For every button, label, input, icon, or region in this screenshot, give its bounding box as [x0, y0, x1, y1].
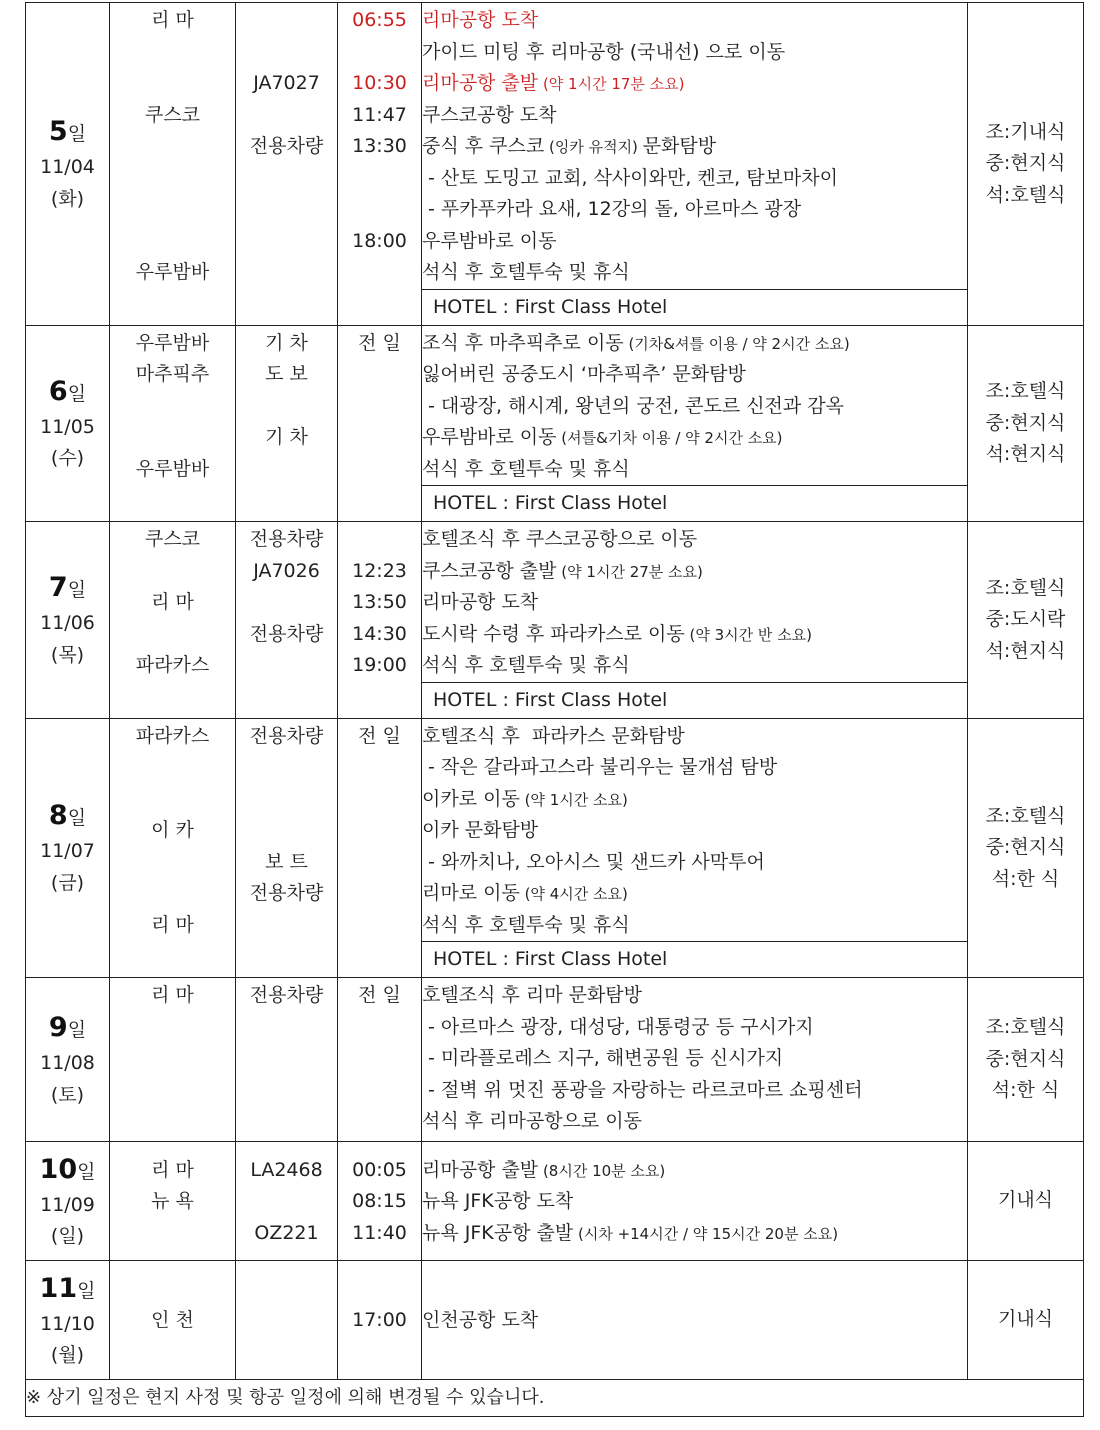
place: 리 마 [151, 913, 194, 936]
transport: 전용차량 [249, 984, 324, 1006]
schedule-text: 뉴욕 JFK공항 출발 [422, 1221, 574, 1244]
transport [236, 37, 337, 69]
day-date: 11/04 [40, 156, 95, 179]
day-row [26, 325, 1084, 486]
day-unit: 일 [67, 1019, 87, 1041]
place: 리 마 [151, 984, 194, 1006]
transport [236, 1075, 337, 1107]
meal-cell [968, 3, 1084, 326]
schedule-text: 호텔조식 후 쿠스코공항으로 이동 [422, 528, 698, 550]
time [338, 910, 421, 942]
schedule-text: - 산토 도밍고 교회, 삭사이와만, 켄코, 탐보마차이 [422, 166, 838, 189]
time: 전 일 [358, 331, 401, 354]
place: 뉴 욕 [151, 1190, 194, 1213]
day-weekday: (화) [50, 187, 85, 210]
place [110, 391, 235, 423]
meal-item: 조:호텔식 [985, 380, 1066, 402]
schedule-line [422, 5, 967, 37]
place: 쿠스코 [144, 103, 201, 126]
place-cell [110, 3, 236, 326]
meal-cell [968, 1261, 1084, 1380]
schedule-text: 리마공항 출발 [422, 1158, 539, 1181]
schedule-line [422, 878, 967, 910]
place [110, 847, 235, 879]
schedule-tail: 문화탐방 [642, 135, 717, 157]
day-date: 11/09 [40, 1193, 95, 1216]
transport [236, 650, 337, 682]
time [338, 391, 421, 423]
day-unit: 일 [67, 579, 87, 602]
time [338, 784, 421, 816]
day-cell [26, 325, 110, 522]
transport [236, 910, 337, 942]
time-cell [338, 1261, 422, 1380]
transport [236, 1186, 337, 1218]
transport: 기 차 [265, 331, 308, 354]
schedule-cell [422, 1142, 968, 1261]
transport [236, 163, 337, 195]
transport [236, 815, 337, 847]
day-unit: 일 [67, 807, 87, 830]
meal-item: 조:기내식 [985, 120, 1066, 143]
time: 17:00 [352, 1309, 407, 1332]
place-cell [110, 978, 236, 1142]
schedule-line [422, 1043, 967, 1075]
place-cell [110, 522, 236, 719]
place [110, 556, 235, 588]
day-date: 11/07 [40, 840, 95, 863]
transport: 전용차량 [249, 882, 324, 904]
schedule-cell [422, 325, 968, 486]
time: 06:55 [352, 9, 407, 31]
meal-item: 중:현지식 [985, 152, 1066, 174]
time [338, 454, 421, 486]
time: 12:23 [352, 559, 407, 582]
meal-item: 중:도시락 [985, 608, 1066, 630]
transport [236, 194, 337, 226]
time [338, 1012, 421, 1044]
transport [236, 1106, 337, 1138]
transport-cell [236, 325, 338, 522]
day-number: 6 [48, 375, 68, 407]
meal-cell [968, 718, 1084, 978]
time [338, 359, 421, 391]
schedule-text: 잃어버린 공중도시 ‘마추픽추’ 문화탐방 [422, 363, 746, 385]
time: 11:40 [352, 1221, 407, 1244]
transport [236, 1043, 337, 1075]
transport: 전용차량 [249, 528, 324, 550]
time: 13:50 [352, 591, 407, 613]
schedule-line [422, 328, 967, 360]
day-row [26, 522, 1084, 683]
schedule-text: 가이드 미팅 후 리마공항 (국내선) 으로 이동 [422, 40, 786, 63]
transport-cell [236, 1261, 338, 1380]
day-label [26, 372, 109, 475]
transport [236, 752, 337, 784]
meal-item: 석:현지식 [985, 639, 1066, 662]
place [110, 163, 235, 195]
schedule-cell [422, 1261, 968, 1380]
schedule-line [422, 194, 967, 226]
schedule-cell [422, 978, 968, 1142]
schedule-line [422, 650, 967, 682]
time: 14:30 [352, 622, 407, 645]
transport: 보 트 [265, 850, 308, 873]
schedule-note: (약 3시간 반 소요) [684, 625, 813, 644]
schedule-text: 이카 문화탐방 [422, 819, 539, 841]
transport [236, 257, 337, 289]
place [110, 226, 235, 258]
day-label [26, 568, 109, 671]
day-date: 11/08 [40, 1052, 95, 1074]
day-number: 8 [48, 800, 68, 832]
day-cell [26, 1261, 110, 1380]
day-weekday: (수) [50, 447, 85, 470]
time: 10:30 [352, 72, 407, 94]
day-number: 5 [48, 116, 68, 148]
schedule-line [422, 556, 967, 588]
time [338, 194, 421, 226]
schedule-note: (약 1시간 17분 소요) [538, 75, 685, 93]
schedule-text: 리마공항 도착 [422, 9, 539, 31]
schedule-note: (약 1시간 27분 소요) [556, 562, 703, 581]
day-label [26, 796, 109, 899]
place: 이 카 [151, 819, 194, 841]
schedule-line [422, 68, 967, 100]
place [110, 68, 235, 100]
schedule-text: 리마공항 도착 [422, 591, 539, 613]
day-label [26, 1269, 109, 1372]
schedule-line [422, 784, 967, 816]
schedule-text: 석식 후 호텔투숙 및 휴식 [422, 261, 630, 283]
schedule-line [422, 37, 967, 69]
hotel-name: HOTEL : First Class Hotel [422, 486, 968, 522]
time [338, 847, 421, 879]
day-weekday: (금) [50, 871, 85, 894]
schedule-text: - 푸카푸카라 요새, 12강의 돌, 아르마스 광장 [422, 198, 802, 220]
schedule-text: - 와까치나, 오아시스 및 샌드카 사막투어 [422, 850, 765, 873]
meal-item: 조:호텔식 [985, 1016, 1066, 1039]
day-unit: 일 [77, 1279, 96, 1302]
time [338, 37, 421, 69]
place [110, 194, 235, 226]
transport: 전용차량 [249, 135, 324, 157]
schedule-line [422, 847, 967, 879]
place: 파라카스 [135, 654, 210, 676]
schedule-text: - 절벽 위 멋진 풍광을 자랑하는 라르코마르 쇼핑센터 [422, 1078, 863, 1101]
time-cell [338, 3, 422, 326]
schedule-text: 쿠스코공항 출발 [422, 559, 557, 582]
day-row [26, 1142, 1084, 1261]
meal-item: 석:현지식 [985, 443, 1066, 465]
schedule-text: 리마로 이동 [422, 882, 520, 904]
schedule-text: 우루밤바로 이동 [422, 426, 557, 448]
day-row [26, 3, 1084, 290]
transport: JA7026 [253, 559, 320, 582]
time: 전 일 [358, 984, 401, 1006]
meal-cell [968, 1142, 1084, 1261]
place: 리 마 [151, 1158, 194, 1181]
schedule-line [422, 524, 967, 556]
meal-item: 석:한 식 [991, 867, 1060, 890]
schedule-note: (시차 +14시간 / 약 15시간 20분 소요) [573, 1224, 839, 1243]
transport: OZ221 [254, 1221, 319, 1244]
day-row [26, 718, 1084, 942]
time: 19:00 [352, 654, 407, 676]
day-cell [26, 1142, 110, 1261]
time [338, 815, 421, 847]
place-cell [110, 325, 236, 522]
place [110, 1043, 235, 1075]
schedule-text: 도시락 수령 후 파라카스로 이동 [422, 622, 685, 645]
place [110, 784, 235, 816]
day-unit: 일 [77, 1160, 96, 1183]
time [338, 163, 421, 195]
schedule-line [422, 163, 967, 195]
schedule-line [422, 226, 967, 258]
time: 11:47 [352, 103, 407, 126]
day-weekday: (일) [50, 1225, 85, 1247]
time: 18:00 [352, 229, 407, 252]
day-weekday: (토) [50, 1083, 85, 1106]
meal-item: 중:현지식 [985, 1047, 1066, 1070]
place-cell [110, 1142, 236, 1261]
schedule-cell [422, 3, 968, 290]
time [338, 752, 421, 784]
schedule-line [422, 587, 967, 619]
day-cell [26, 718, 110, 978]
meal-item: 조:호텔식 [985, 804, 1066, 827]
day-unit: 일 [67, 123, 87, 146]
place [110, 752, 235, 784]
schedule-note: (기차&셔틀 이용 / 약 2시간 소요) [623, 334, 850, 353]
schedule-line [422, 1012, 967, 1044]
day-cell [26, 3, 110, 326]
transport [236, 391, 337, 423]
day-row [26, 1261, 1084, 1380]
place: 우루밤바 [135, 261, 210, 283]
transport: LA2468 [250, 1158, 323, 1181]
schedule-text: 우루밤바로 이동 [422, 229, 557, 252]
meal-item: 기내식 [997, 1308, 1054, 1331]
day-number: 9 [48, 1012, 68, 1043]
schedule-note: (8시간 10분 소요) [538, 1161, 666, 1180]
time [338, 524, 421, 556]
hotel-name: HOTEL : First Class Hotel [422, 289, 968, 325]
transport [236, 1012, 337, 1044]
place: 리 마 [151, 9, 194, 31]
hotel-name: HOTEL : First Class Hotel [422, 942, 968, 978]
itinerary-table [25, 2, 1084, 1417]
transport [236, 100, 337, 132]
transport [236, 587, 337, 619]
place [110, 1012, 235, 1044]
place [110, 619, 235, 651]
day-cell [26, 978, 110, 1142]
day-number: 10 [39, 1153, 78, 1185]
time [338, 878, 421, 910]
day-unit: 일 [67, 382, 87, 405]
schedule-text: 조식 후 마추픽추로 이동 [422, 331, 624, 354]
schedule-line [422, 257, 967, 289]
place: 인 천 [151, 1309, 194, 1332]
schedule-line [422, 1155, 967, 1187]
schedule-line [422, 910, 967, 942]
place [110, 422, 235, 454]
schedule-text: 석식 후 리마공항으로 이동 [422, 1110, 643, 1132]
transport-cell [236, 978, 338, 1142]
place: 쿠스코 [144, 528, 201, 550]
meal-cell [968, 325, 1084, 522]
time [338, 257, 421, 289]
schedule-text: - 대광장, 해시계, 왕년의 궁전, 콘도르 신전과 감옥 [422, 394, 845, 417]
schedule-text: 이카로 이동 [422, 787, 520, 810]
time-cell [338, 522, 422, 719]
schedule-text: - 미라플로레스 지구, 해변공원 등 신시가지 [422, 1047, 784, 1069]
time-cell [338, 325, 422, 522]
day-date: 11/05 [40, 415, 95, 438]
place [110, 37, 235, 69]
day-weekday: (목) [50, 643, 85, 666]
schedule-text: 석식 후 호텔투숙 및 휴식 [422, 913, 630, 936]
schedule-text: 호텔조식 후 리마 문화탐방 [422, 984, 643, 1006]
schedule-line [422, 752, 967, 784]
schedule-line [422, 1218, 967, 1250]
meal-cell [968, 522, 1084, 719]
meal-item: 석:한 식 [991, 1079, 1060, 1102]
day-cell [26, 522, 110, 719]
schedule-line [422, 359, 967, 391]
meal-item: 석:호텔식 [985, 183, 1066, 206]
schedule-text: 뉴욕 JFK공항 도착 [422, 1190, 574, 1213]
place-cell [110, 718, 236, 978]
day-label [26, 1008, 109, 1111]
schedule-note: (약 1시간 소요) [519, 790, 628, 809]
schedule-line [422, 100, 967, 132]
place-cell [110, 1261, 236, 1380]
place: 우루밤바 [135, 457, 210, 480]
schedule-note: (잉카 유적지) [544, 138, 643, 156]
transport-cell [236, 718, 338, 978]
schedule-line [422, 721, 967, 753]
place: 리 마 [151, 591, 194, 613]
meal-cell [968, 978, 1084, 1142]
time-cell [338, 978, 422, 1142]
schedule-cell [422, 522, 968, 683]
time [338, 1043, 421, 1075]
schedule-line [422, 980, 967, 1012]
transport: 도 보 [265, 363, 308, 385]
transport [236, 454, 337, 486]
footnote: ※ 상기 일정은 현지 사정 및 항공 일정에 의해 변경될 수 있습니다. [26, 1380, 1084, 1417]
place: 마추픽추 [135, 363, 210, 385]
transport-cell [236, 1142, 338, 1261]
time: 00:05 [352, 1158, 407, 1181]
schedule-line [422, 1305, 967, 1337]
day-row [26, 978, 1084, 1142]
place: 파라카스 [135, 724, 210, 747]
schedule-line [422, 391, 967, 423]
transport [236, 5, 337, 37]
schedule-line [422, 1075, 967, 1107]
schedule-text: 리마공항 출발 [422, 72, 539, 94]
place [110, 878, 235, 910]
schedule-text: 인천공항 도착 [422, 1309, 539, 1332]
schedule-text: 중식 후 쿠스코 [422, 135, 545, 157]
meal-item: 조:호텔식 [985, 576, 1066, 599]
schedule-note: (셔틀&기차 이용 / 약 2시간 소요) [556, 429, 783, 447]
time-cell [338, 1142, 422, 1261]
schedule-text: 석식 후 호텔투숙 및 휴식 [422, 457, 630, 480]
transport [236, 1305, 337, 1337]
transport [236, 226, 337, 258]
transport: JA7027 [253, 72, 320, 94]
schedule-text: 석식 후 호텔투숙 및 휴식 [422, 654, 630, 676]
schedule-line [422, 1106, 967, 1138]
schedule-text: - 아르마스 광장, 대성당, 대통령궁 등 구시가지 [422, 1015, 814, 1038]
schedule-note: (약 4시간 소요) [519, 885, 628, 903]
transport-cell [236, 522, 338, 719]
day-date: 11/06 [40, 612, 95, 635]
transport: 기 차 [265, 426, 308, 448]
time [338, 1106, 421, 1138]
place [110, 131, 235, 163]
place [110, 1106, 235, 1138]
meal-item: 중:현지식 [985, 411, 1066, 434]
place [110, 1218, 235, 1250]
schedule-line [422, 131, 967, 163]
meal-item: 중:현지식 [985, 836, 1066, 858]
time [338, 1075, 421, 1107]
transport: 전용차량 [249, 724, 324, 747]
day-weekday: (월) [50, 1344, 85, 1366]
hotel-name: HOTEL : First Class Hotel [422, 682, 968, 718]
schedule-text: - 작은 갈라파고스라 불리우는 물개섬 탐방 [422, 756, 778, 778]
time-cell [338, 718, 422, 978]
time [338, 422, 421, 454]
schedule-cell [422, 718, 968, 942]
time: 08:15 [352, 1190, 407, 1213]
place [110, 1075, 235, 1107]
place: 우루밤바 [135, 331, 210, 354]
day-number: 11 [39, 1272, 78, 1304]
day-label [26, 112, 109, 215]
time: 13:30 [352, 135, 407, 157]
transport: 전용차량 [249, 622, 324, 645]
day-date: 11/10 [40, 1312, 95, 1335]
schedule-line [422, 454, 967, 486]
schedule-text: 호텔조식 후 파라카스 문화탐방 [422, 724, 685, 747]
transport-cell [236, 3, 338, 326]
time: 전 일 [358, 724, 401, 747]
meal-item: 기내식 [997, 1189, 1054, 1212]
day-label [26, 1150, 109, 1253]
schedule-line [422, 1186, 967, 1218]
schedule-line [422, 422, 967, 454]
transport [236, 784, 337, 816]
day-number: 7 [48, 572, 68, 604]
schedule-text: 쿠스코공항 도착 [422, 103, 557, 126]
schedule-line [422, 815, 967, 847]
schedule-line [422, 619, 967, 651]
